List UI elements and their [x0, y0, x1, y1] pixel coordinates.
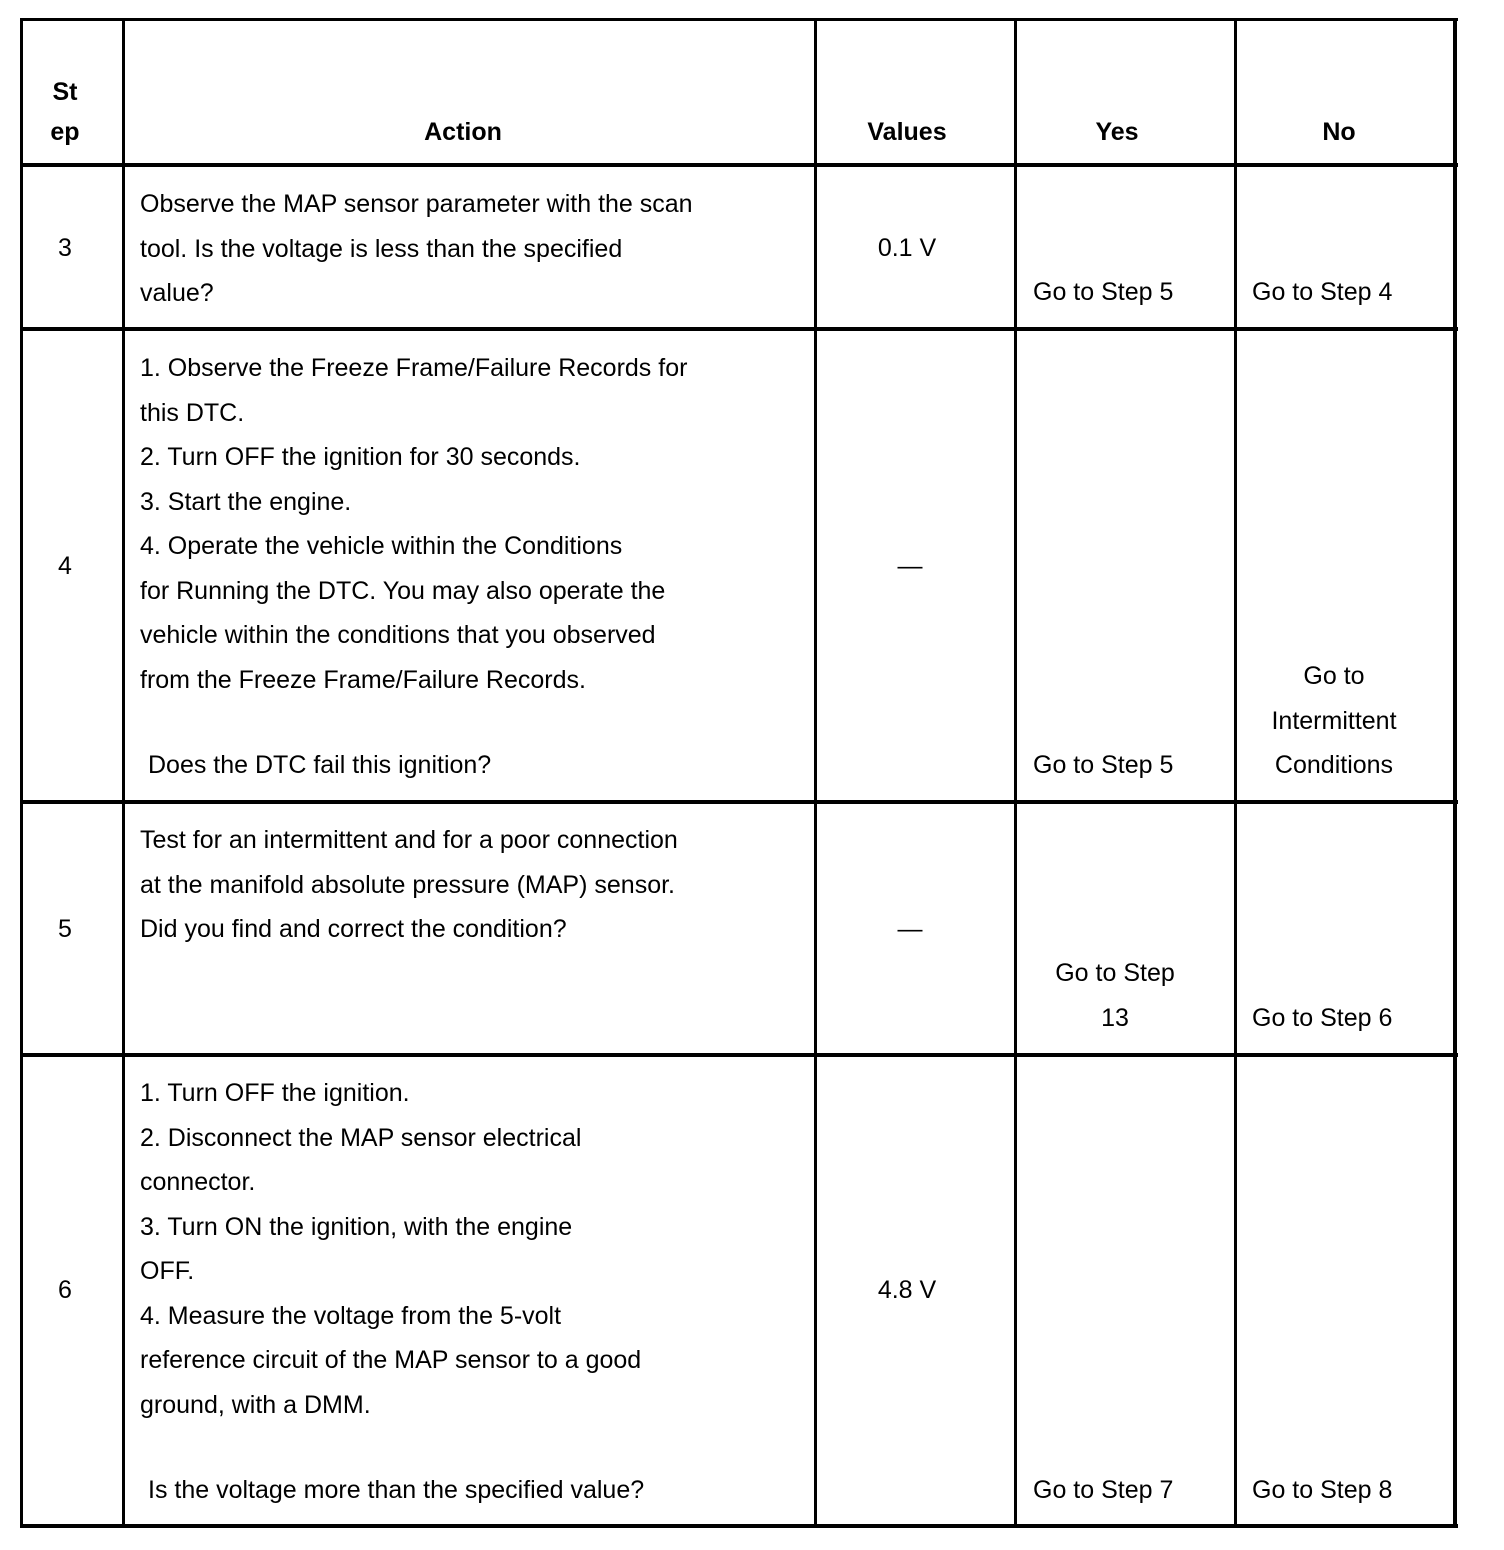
table-border-bottom [20, 1524, 1458, 1528]
yes-action: Go to Step 5 [1033, 278, 1174, 306]
action-text: Observe the MAP sensor parameter with the scan tool. Is the voltage is less than the specified value? [140, 190, 693, 307]
header-values: Values [867, 118, 947, 146]
action-question: Is the voltage more than the specified value? [148, 1476, 645, 1504]
step-number: 6 [58, 1276, 72, 1304]
header-action: Action [424, 118, 502, 146]
table-border-top [20, 18, 1458, 21]
header-divider [20, 163, 1458, 167]
row-divider [20, 327, 1458, 331]
value-text: — [897, 915, 923, 943]
yes-action: Go to Step 13 [1055, 959, 1175, 1032]
table-border-left [20, 18, 23, 1528]
no-action: Go to Step 6 [1252, 1004, 1393, 1032]
header-no: No [1322, 118, 1356, 146]
header-step: St ep [50, 78, 80, 146]
yes-action: Go to Step 7 [1033, 1476, 1174, 1504]
value-text: — [897, 552, 923, 580]
step-number: 3 [58, 234, 72, 262]
row-divider [20, 800, 1458, 804]
value-text: 0.1 V [877, 234, 937, 262]
row-divider [20, 1053, 1458, 1057]
no-action: Go to Step 8 [1252, 1476, 1393, 1504]
action-text: Test for an intermittent and for a poor connection at the manifold absolute pressure (MAP) sensor. Did you find and correct the condition? [140, 826, 678, 943]
action-text: 1. Turn OFF the ignition. 2. Disconnect the MAP sensor electrical connector. 3. Turn ON the ignition, with the engine OFF. 4. Measure the voltage from the 5-volt reference circuit of the MAP sensor to a good ground, with a DMM. [140, 1079, 642, 1419]
header-yes: Yes [1095, 118, 1139, 146]
yes-action: Go to Step 5 [1033, 751, 1174, 779]
value-text: 4.8 V [877, 1276, 937, 1304]
no-action: Go to Intermittent Conditions [1271, 662, 1397, 779]
step-number: 5 [58, 915, 72, 943]
table-border-right [1453, 18, 1457, 1528]
action-question: Does the DTC fail this ignition? [148, 751, 492, 779]
no-action: Go to Step 4 [1252, 278, 1393, 306]
step-number: 4 [58, 552, 72, 580]
column-divider [1014, 18, 1017, 1528]
column-divider [122, 18, 125, 1528]
action-text: 1. Observe the Freeze Frame/Failure Records for this DTC. 2. Turn OFF the ignition for 30 seconds. 3. Start the engine. 4. Operate the vehicle within the Conditions for Running the DTC. You may also operate the vehicle within the conditions that you observed from the Freeze Frame/Failure Records. [140, 354, 688, 694]
